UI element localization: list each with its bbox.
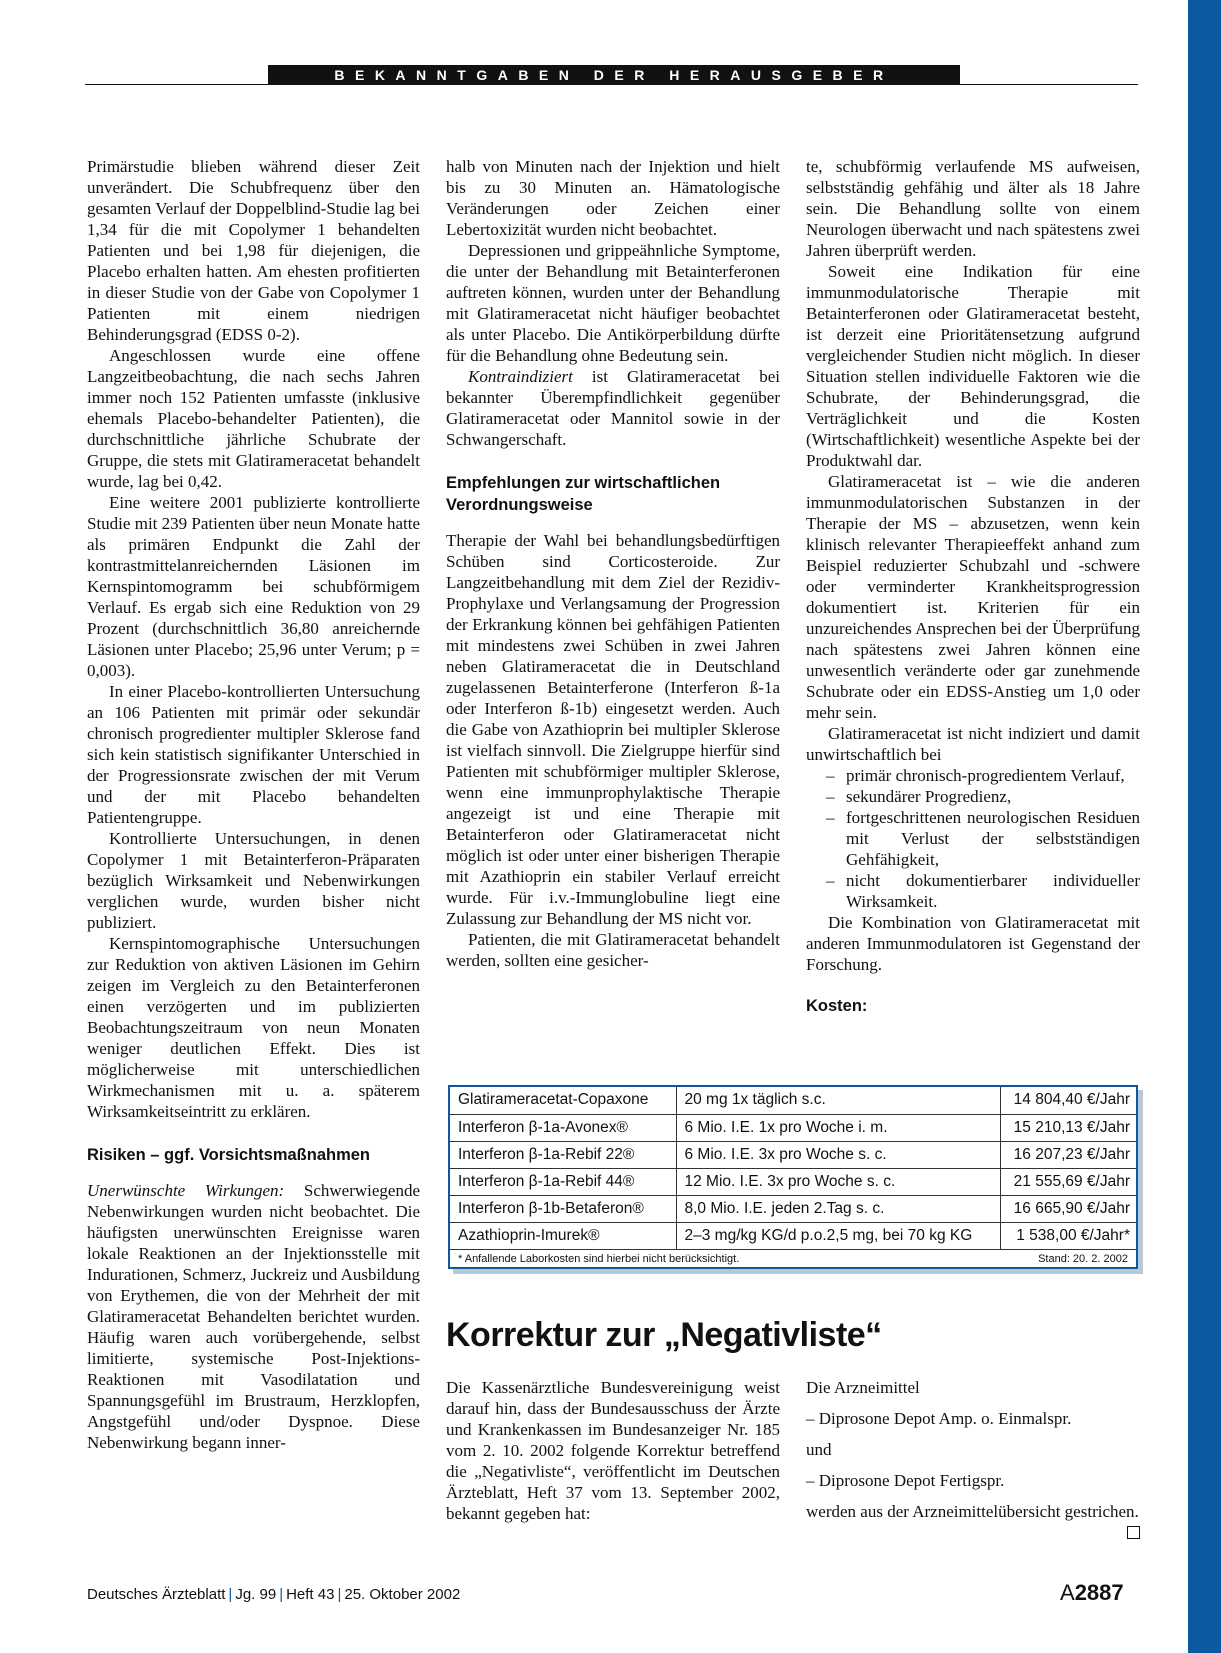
- cost-table-grid: [450, 1087, 1136, 1250]
- list-item: – primär chronisch-progredientem Verlauf,: [826, 766, 1125, 785]
- issue-date: 25. Oktober 2002: [344, 1586, 461, 1603]
- table-stand-date: Stand: 20. 2. 2002: [1038, 1252, 1128, 1265]
- paragraph: Soweit eine Indikation für eine immunmodulatorische Therapie mit Betainterferonen oder Glatirameracetat besteht, ist derzeit eine Prioritätensetzung aufgrund vergleichender Studien nicht möglich. In dieser Situation stellen individuelle Faktoren wie die Schubrate, der Behinderungsgrad, die Verträglichkeit und die Kosten (Wirtschaftlichkeit) wesentliche Aspekte bei der Produktwahl dar.: [806, 262, 1140, 470]
- paragraph-text: ist Glatirameracetat bei bekannter Überempfindlichkeit gegenüber Glatirameracetat oder Mannitol sowie in der Schwangerschaft.: [446, 367, 780, 449]
- heading-empfehlungen: Empfehlungen zur wirtschaftlichen Verordnungsweise: [446, 474, 721, 514]
- page-footer: Deutsches Ärzteblatt | Jg. 99 | Heft 43 | 25. Oktober 2002: [87, 1586, 461, 1603]
- paragraph: te, schubförmig verlaufende MS aufweisen, selbstständig gehfähig und älter als 18 Jahre sein. Die Behandlung sollte von einem Neurologen überwacht und nach spätestens zwei Jahren überprüft werden.: [806, 157, 1140, 260]
- paragraph: Angeschlossen wurde eine offene Langzeitbeobachtung, die nach sechs Jahren immer noch 152 Patienten umfasste (inklusive ehemals Placebo-behandelter Patienten), die durchschnittliche jährliche Schubrate der Gruppe, die stets mit Glatirameracetat behandelt wurde, lag bei 0,42.: [87, 346, 420, 491]
- table-row: Interferon β-1a-Avonex® 6 Mio. I.E. 1x pro Woche i. m. 15 210,13 €/Jahr: [450, 1114, 1136, 1141]
- table-footnote: * Anfallende Laborkosten sind hierbei nicht berücksichtigt.: [458, 1252, 740, 1265]
- volume: Jg. 99: [235, 1586, 277, 1603]
- heading-kosten: Kosten:: [806, 997, 868, 1015]
- paragraph: Therapie der Wahl bei behandlungsbedürftigen Schüben sind Corticosteroide. Zur Langzeitbehandlung mit dem Ziel der Rezidiv-Prophylaxe und Verlangsamung der Progression der Erkrankung können bei gehfähigen Patienten mit mindestens zwei Schüben in zwei Jahren neben Glatirameracetat die in Deutschland zugelassenen Betainterferone (Interferon ß-1a oder Interferon ß-1b) eingesetzt werden. Auch die Gabe von Azathioprin bei multipler Sklerose ist vielfach sinnvoll. Die Zielgruppe hierfür sind Patienten mit schubförmiger multipler Sklerose, wenn eine immunprophylaktische Therapie angezeigt ist und eine Therapie mit Betainterferon oder Glatirameracetat nicht möglich ist oder unter einer bisherigen Therapie mit Azathioprin ein stabiler Verlauf erreicht wurde. Für i.v.-Immunglobuline liegt eine Zulassung zur Behandlung der MS nicht vor.: [446, 531, 780, 928]
- paragraph: Glatirameracetat ist – wie die anderen immunmodulatorischen Substanzen in der Therapie der MS – abzusetzen, wenn kein klinisch relevanter Therapieeffekt anhand zum Beispiel reduzierter Schubzahl und -schwere oder verminderter Krankheitsprogression dokumentiert ist. Kriterien für ein unzureichendes Ansprechen bei der Überprüfung nach spätestens zwei Jahren können eine unwesentlich veränderte oder gar zunehmende Schubrate oder ein EDSS-Anstieg um 1,0 oder mehr sein.: [806, 472, 1140, 722]
- paragraph: Glatirameracetat ist nicht indiziert und damit unwirtschaftlich bei: [806, 724, 1140, 764]
- text-column-1: [87, 156, 420, 1453]
- section-header: BEKANNTGABEN DER HERAUSGEBER: [268, 65, 960, 85]
- paragraph: halb von Minuten nach der Injektion und hielt bis zu 30 Minuten an. Hämatologische Veränderungen oder Zeichen einer Lebertoxizität wurden nicht beobachtet.: [446, 157, 780, 239]
- paragraph: – Diprosone Depot Amp. o. Einmalspr.: [806, 1409, 1072, 1428]
- paragraph-text: Schwerwiegende Nebenwirkungen wurden nicht beobachtet. Die häufigsten unerwünschten Ereignisse waren lokale Reaktionen an der Injektionsstelle mit Indurationen, Schmerz, Juckreiz und Ausbildung von Erythemen, die von der Mehrheit der mit Glatirameracetat Behandelten berichtet wurden. Häufig waren auch vorübergehende, selbst limitierte, systemische Post-Injektions-Reaktionen mit Vasodilatation und Spannungsgefühl im Brustraum, Herzklopfen, Angstgefühl und/oder Dyspnoe. Diese Nebenwirkung begann inner-: [87, 1181, 420, 1452]
- paragraph: Kernspintomographische Untersuchungen zur Reduktion von aktiven Läsionen im Gehirn zeigen im Vergleich zu den Betainterferonen einen verzögerten und im publizierten Beobachtungszeitraum von neun Monaten weniger deutlichen Effekt. Dies ist möglicherweise mit unterschiedlichen Wirkmechanismen mit u. a. späterem Wirksamkeitseintritt zu erklären.: [87, 934, 420, 1121]
- table-row: Interferon β-1b-Betaferon® 8,0 Mio. I.E. jeden 2.Tag s. c. 16 665,90 €/Jahr: [450, 1195, 1136, 1222]
- paragraph: Kontrollierte Untersuchungen, in denen Copolymer 1 mit Betainterferon-Präparaten bezüglich Wirksamkeit und Nebenwirkungen verglichen wurde, wurden bisher nicht publiziert.: [87, 829, 420, 932]
- issue: Heft 43: [286, 1586, 335, 1603]
- paragraph: werden aus der Arzneimittelübersicht gestrichen.: [806, 1501, 1140, 1522]
- paragraph: [87, 1180, 420, 1453]
- table-row: Glatirameracetat-Copaxone 20 mg 1x täglich s.c. 14 804,40 €/Jahr: [450, 1087, 1136, 1114]
- table-row: Interferon β-1a-Rebif 22® 6 Mio. I.E. 3x pro Woche s. c. 16 207,23 €/Jahr: [450, 1141, 1136, 1168]
- paragraph: Patienten, die mit Glatirameracetat behandelt werden, sollten eine gesicher-: [446, 930, 780, 970]
- table-row: Interferon β-1a-Rebif 44® 12 Mio. I.E. 3x pro Woche s. c. 21 555,69 €/Jahr: [450, 1168, 1136, 1195]
- page-number: A2887: [1060, 1580, 1124, 1605]
- table-row: Azathioprin-Imurek® 2–3 mg/kg KG/d p.o.2,5 mg, bei 70 kg KG 1 538,00 €/Jahr*: [450, 1222, 1136, 1249]
- end-square-icon: [1127, 1526, 1140, 1539]
- paragraph: Depressionen und grippeähnliche Symptome, die unter der Behandlung mit Betainterferonen auftreten können, wurden unter der Behandlung mit Glatirameracetat nicht häufiger beobachtet als unter Placebo. Die Antikörperbildung dürfte für die Behandlung ohne Bedeutung sein.: [446, 241, 780, 365]
- korrektur-text-left: Die Kassenärztliche Bundesvereinigung weist darauf hin, dass der Bundesausschuss der Ärzte und Krankenkassen im Bundesanzeiger Nr. 185 vom 2. 10. 2002 folgende Korrektur betreffend die „Negativliste“, veröffentlicht im Deutschen Ärzteblatt, Heft 37 vom 13. September 2002, bekannt gegeben hat:: [446, 1378, 780, 1523]
- header-rule: [85, 84, 1138, 85]
- list-item: – nicht dokumentierbarer individueller Wirksamkeit.: [826, 871, 1140, 911]
- table-footnote-row: [450, 1250, 1136, 1267]
- journal-name: Deutsches Ärzteblatt: [87, 1586, 226, 1603]
- list-item: – sekundärer Progredienz,: [826, 787, 1012, 806]
- paragraph: und: [806, 1440, 832, 1459]
- heading-risiken: Risiken – ggf. Vorsichtsmaßnahmen: [87, 1146, 371, 1164]
- italic-lead: Unerwünschte Wirkungen:: [87, 1181, 285, 1200]
- paragraph: Primärstudie blieben während dieser Zeit unverändert. Die Schubfrequenz über den gesamten Verlauf der Doppelblind-Studie lag bei 1,34 für die mit Copolymer 1 behandelten Patienten und bei 1,98 für diejenigen, die Placebo erhalten hatten. Am ehesten profitierten in dieser Studie von der Gabe von Copolymer 1 Patienten mit einem niedrigen Behinderungsgrad (EDSS 0-2).: [87, 157, 420, 344]
- indication-list: [826, 765, 1140, 912]
- text-column-3: [806, 156, 1140, 1017]
- text-column-2: [446, 156, 780, 971]
- paragraph: [446, 366, 780, 450]
- cost-table: [448, 1085, 1138, 1269]
- accent-side-bar: [1188, 0, 1221, 1653]
- list-item: – fortgeschrittenen neurologischen Residuen mit Verlust der selbstständigen Gehfähigkeit,: [826, 808, 1140, 869]
- korrektur-title: Korrektur zur „Negativliste“: [446, 1316, 882, 1354]
- korrektur-text-right: [806, 1377, 1140, 1539]
- paragraph: Die Kombination von Glatirameracetat mit anderen Immunmodulatoren ist Gegenstand der Forschung.: [806, 913, 1140, 974]
- paragraph: Eine weitere 2001 publizierte kontrollierte Studie mit 239 Patienten über neun Monate hatte als primären Endpunkt die Zahl der kontrastmittelanreichernden Läsionen im Kernspintomogramm bei schubförmigem Verlauf. Es ergab sich eine Reduktion von 29 Prozent (durchschnittlich 36,80 anreichernde Läsionen unter Placebo; 25,96 unter Verum; p = 0,003).: [87, 493, 420, 680]
- italic-lead: Kontraindiziert: [468, 367, 573, 386]
- paragraph: – Diprosone Depot Fertigspr.: [806, 1471, 1005, 1490]
- paragraph: Die Arzneimittel: [806, 1378, 920, 1397]
- paragraph: In einer Placebo-kontrollierten Untersuchung an 106 Patienten mit primär oder sekundär chronisch progredienter multipler Sklerose fand sich kein statistisch signifikanter Unterschied in der Progressionsrate zwischen der mit Verum und der mit Placebo behandelten Patientengruppe.: [87, 682, 420, 827]
